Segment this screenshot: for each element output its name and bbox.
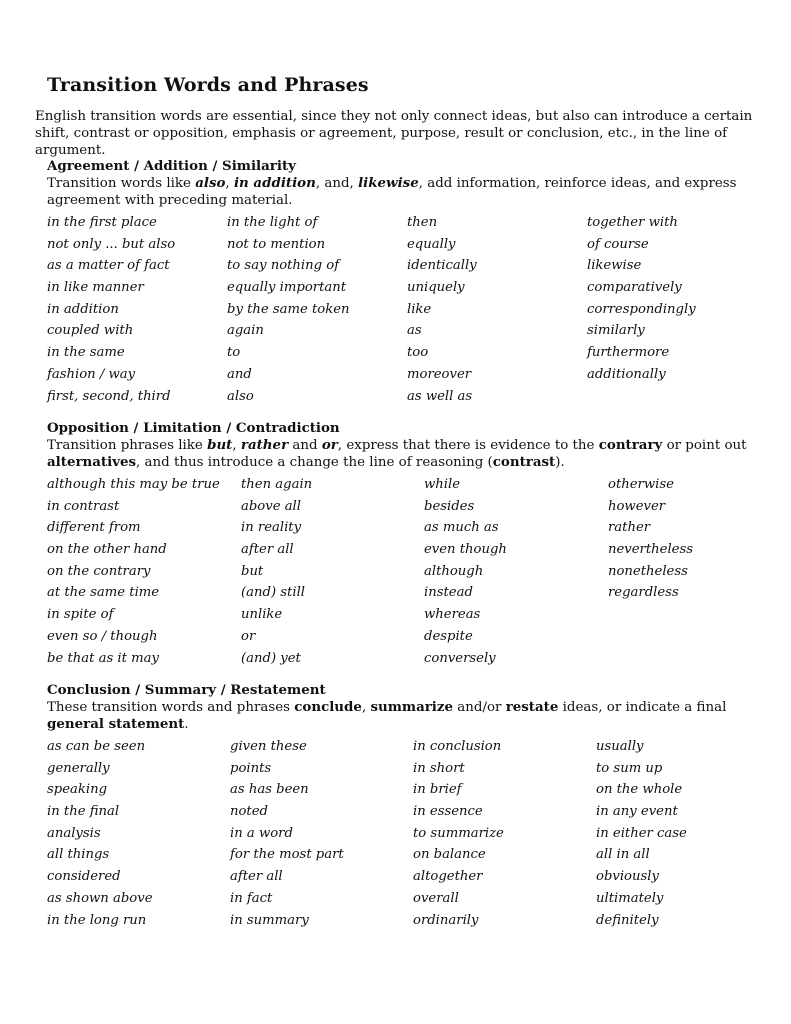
transition-word: noted: [230, 804, 268, 820]
transition-word: to: [227, 345, 241, 361]
word-column: [407, 212, 477, 407]
transition-word: in the long run: [47, 912, 147, 928]
emphasis-text: [207, 437, 232, 453]
word-column: [596, 736, 687, 931]
transition-word: after all: [241, 542, 294, 558]
transition-word: whereas: [424, 607, 481, 623]
transition-word: in brief: [413, 782, 462, 798]
transition-word: although: [424, 563, 484, 579]
section-description: [47, 437, 767, 471]
description-text: and/or: [453, 700, 506, 715]
emphasis-text: rather: [240, 437, 289, 453]
transition-word: otherwise: [608, 477, 674, 492]
transition-word: above all: [241, 498, 301, 514]
transition-word: for the most part: [230, 847, 344, 863]
word-column: [413, 736, 504, 931]
word-column: [47, 736, 153, 931]
transition-word: ordinarily: [413, 912, 479, 928]
transition-word: considered: [47, 869, 121, 885]
word-column: [241, 474, 312, 669]
word-column: [608, 474, 693, 604]
description-text: , express that there is evidence to the: [337, 438, 599, 453]
emphasis-text: [234, 175, 316, 191]
transition-word: in essence: [413, 804, 483, 820]
description-text: , and thus introduce a change the line of reasoning (: [136, 455, 493, 470]
transition-word: in any event: [596, 804, 678, 820]
transition-word: also: [227, 388, 254, 404]
transition-word: after all: [230, 869, 283, 885]
transition-word: in either case: [596, 825, 687, 841]
transition-word: in spite of: [47, 607, 114, 623]
transition-word: as a matter of fact: [47, 258, 170, 274]
transition-word: in fact: [230, 890, 273, 906]
intro-paragraph: English transition words are essential, since they not only connect ideas, but also can introduce a certain shift, contrast or opposition, emphasis or agreement, purpose, result or conclusion, etc., in the line of argument.: [35, 109, 753, 158]
transition-word: by the same token: [227, 301, 350, 317]
transition-word: then: [407, 215, 438, 230]
transition-word: besides: [424, 498, 475, 514]
transition-word: in contrast: [47, 498, 120, 514]
transition-word: in the light of: [227, 215, 318, 230]
transition-word: furthermore: [587, 345, 670, 361]
transition-word: in the final: [47, 804, 120, 820]
description-text: ,: [232, 438, 241, 453]
word-column: [227, 212, 350, 407]
transition-word: definitely: [596, 912, 659, 928]
description-text: .: [184, 717, 189, 732]
transition-word: together with: [587, 215, 678, 230]
transition-word: at the same time: [47, 585, 160, 601]
transition-word: analysis: [47, 825, 101, 841]
transition-word: as well as: [407, 388, 473, 404]
section-opposition: [47, 420, 767, 669]
transition-word: correspondingly: [587, 301, 696, 317]
transition-word: regardless: [608, 585, 679, 601]
transition-word: not to mention: [227, 236, 326, 252]
section-agreement: [47, 158, 767, 407]
transition-word: all in all: [596, 847, 650, 863]
section-heading: Opposition / Limitation / Contradiction: [47, 420, 340, 436]
transition-word: ultimately: [596, 890, 664, 906]
transition-word: to summarize: [413, 825, 504, 841]
transition-word: coupled with: [47, 323, 134, 339]
transition-word: identically: [407, 258, 477, 274]
emphasis-text: restate: [505, 699, 559, 715]
word-column: [230, 736, 344, 931]
emphasis-text: conclude: [294, 699, 362, 715]
transition-word: even though: [424, 542, 507, 558]
emphasis-text: likewise: [358, 175, 419, 191]
transition-word: in reality: [241, 520, 302, 536]
transition-word: nonetheless: [608, 563, 688, 579]
transition-word: instead: [424, 585, 473, 601]
emphasis-text: in addition: [233, 175, 316, 191]
description-text: ,: [361, 700, 371, 715]
transition-word: or: [241, 628, 256, 644]
transition-word: moreover: [407, 366, 472, 382]
emphasis-text: summarize: [370, 699, 454, 715]
transition-word: similarly: [587, 323, 645, 339]
description-text: , and,: [315, 176, 359, 191]
emphasis-text: contrary: [598, 437, 663, 453]
emphasis-text: [322, 437, 338, 453]
transition-word: uniquely: [407, 280, 465, 296]
section-heading: Agreement / Addition / Similarity: [47, 158, 296, 174]
description-text: ideas, or indicate a final: [558, 700, 727, 715]
transition-word: in short: [413, 760, 465, 776]
description-text: and: [288, 438, 322, 453]
transition-word: as shown above: [47, 890, 153, 906]
transition-word: on balance: [413, 847, 486, 863]
transition-word: be that as it may: [47, 650, 159, 666]
transition-word: and: [227, 366, 252, 382]
word-column: [47, 474, 220, 669]
transition-word: to say nothing of: [227, 258, 340, 274]
transition-word: despite: [424, 628, 473, 644]
transition-word: in like manner: [47, 280, 144, 296]
transition-word: on the whole: [596, 782, 683, 798]
emphasis-text: but: [207, 437, 233, 453]
transition-word: likewise: [587, 258, 642, 274]
transition-word: as has been: [230, 782, 309, 798]
transition-word: fashion / way: [47, 366, 136, 382]
transition-word: while: [424, 477, 461, 492]
transition-word: additionally: [587, 366, 666, 382]
transition-word: unlike: [241, 607, 283, 623]
transition-word: speaking: [47, 782, 108, 798]
description-text: , add information, reinforce ideas, and express agreement with preceding material.: [47, 176, 737, 208]
transition-word: first, second, third: [47, 388, 171, 404]
word-column: [47, 212, 175, 407]
transition-word: altogether: [413, 869, 483, 885]
word-grid: [47, 474, 767, 669]
transition-word: conversely: [424, 650, 496, 666]
transition-word: on the other hand: [47, 542, 167, 558]
transition-word: as can be seen: [47, 739, 146, 754]
transition-word: equally important: [227, 280, 347, 296]
transition-word: on the contrary: [47, 563, 151, 579]
transition-word: rather: [608, 520, 651, 536]
emphasis-text: [241, 437, 288, 453]
description-text: ,: [225, 176, 234, 191]
transition-word: in the first place: [47, 215, 157, 230]
word-column: [587, 212, 696, 386]
transition-word: to sum up: [596, 760, 663, 776]
description-text: These transition words and phrases: [47, 700, 295, 715]
word-grid: [47, 212, 767, 407]
section-heading: Conclusion / Summary / Restatement: [47, 682, 326, 698]
transition-word: in summary: [230, 912, 309, 928]
transition-word: as: [407, 323, 422, 339]
transition-word: comparatively: [587, 280, 682, 296]
section-description: [47, 699, 767, 733]
transition-word: even so / though: [47, 628, 158, 644]
emphasis-text: [358, 175, 419, 191]
transition-word: obviously: [596, 869, 659, 885]
transition-word: however: [608, 498, 666, 514]
transition-word: points: [230, 760, 272, 776]
page-title: Transition Words and Phrases: [47, 74, 369, 96]
description-text: Transition words like: [47, 176, 196, 191]
emphasis-text: alternatives: [47, 454, 137, 470]
transition-word: in the same: [47, 345, 125, 361]
transition-word: equally: [407, 236, 456, 252]
word-column: [424, 474, 507, 669]
transition-word: in conclusion: [413, 739, 502, 754]
section-description: [47, 175, 767, 209]
transition-word: nevertheless: [608, 542, 694, 558]
transition-word: but: [241, 563, 264, 579]
emphasis-text: [195, 175, 225, 191]
emphasis-text: general statement: [47, 716, 185, 732]
word-grid: [47, 736, 767, 931]
transition-word: generally: [47, 760, 110, 776]
transition-word: (and) still: [241, 585, 305, 601]
emphasis-text: contrast: [492, 454, 556, 470]
transition-word: of course: [587, 236, 649, 252]
description-text: Transition phrases like: [47, 438, 208, 453]
transition-word: given these: [230, 739, 307, 754]
transition-word: in a word: [230, 825, 293, 841]
description-text: or point out: [662, 438, 747, 453]
section-conclusion: [47, 682, 767, 931]
transition-word: as much as: [424, 520, 499, 536]
transition-word: again: [227, 323, 264, 339]
transition-word: (and) yet: [241, 650, 301, 666]
emphasis-text: or: [321, 437, 338, 453]
transition-word: different from: [47, 520, 141, 536]
description-text: ).: [555, 455, 565, 470]
transition-word: like: [407, 301, 432, 317]
transition-word: although this may be true: [47, 477, 220, 492]
transition-word: too: [407, 345, 429, 361]
transition-word: then again: [241, 477, 313, 492]
transition-word: not only ... but also: [47, 236, 176, 252]
transition-word: overall: [413, 890, 459, 906]
transition-word: in addition: [47, 301, 119, 317]
transition-word: all things: [47, 847, 110, 863]
transition-word: usually: [596, 739, 644, 754]
emphasis-text: also: [195, 175, 226, 191]
